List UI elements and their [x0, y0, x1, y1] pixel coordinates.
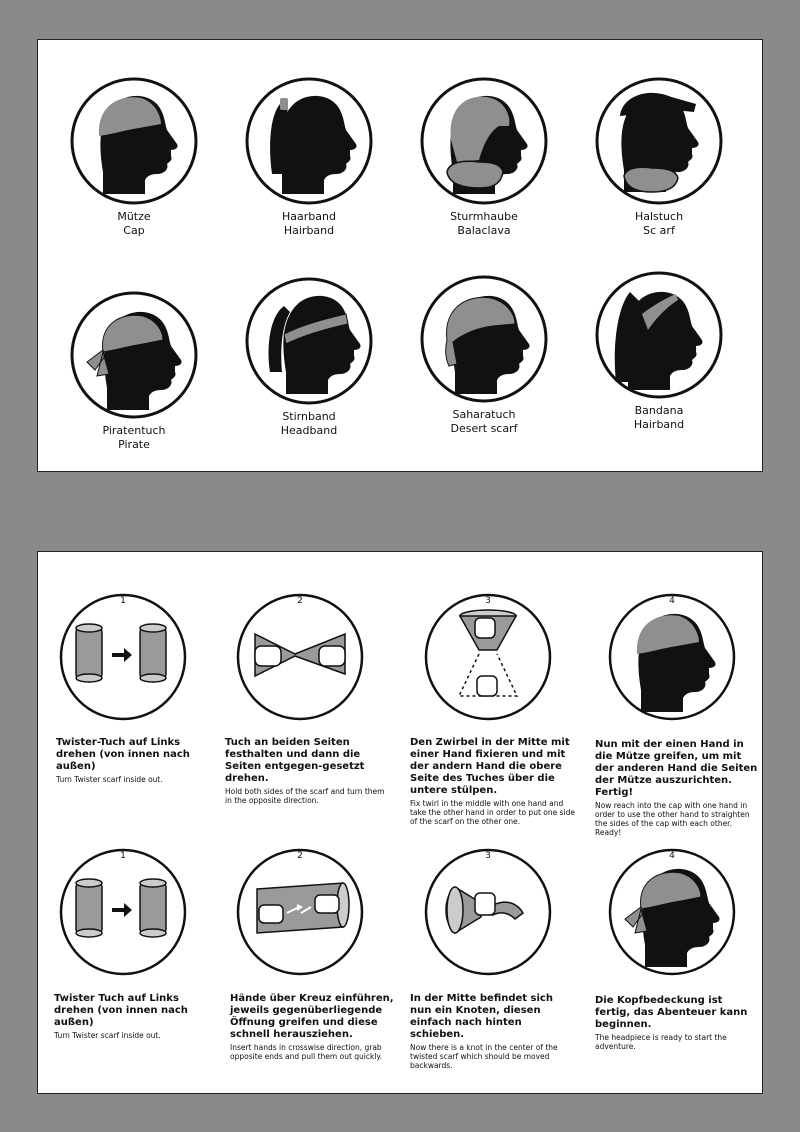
pirate-result-icon: [607, 847, 737, 977]
style-balaclava: [409, 76, 559, 238]
style-label-de: Haarband: [282, 210, 336, 223]
style-label-en: Hairband: [283, 224, 335, 237]
step-text-de: Twister Tuch auf Links drehen (von innen nach außen): [54, 993, 188, 1028]
cap-icon: [69, 76, 199, 206]
pirate-step-2: [235, 847, 395, 977]
step-number: 1: [120, 851, 126, 861]
style-label-en: Headband: [280, 424, 338, 437]
step-number: 3: [485, 851, 491, 861]
cap-step-3-text: [410, 737, 575, 826]
step-number: 2: [297, 851, 303, 861]
step-text-en: Hold both sides of the scarf and turn them in the opposite direction.: [225, 787, 385, 805]
style-hairband: [234, 76, 384, 238]
style-headband: [234, 276, 384, 438]
step-text-en: Insert hands in crosswise direction, grab opposite ends and pull them out quickly.: [230, 1043, 383, 1061]
cap-step-1: [58, 592, 218, 722]
style-pirate: [59, 290, 209, 452]
cap-step-4-text: [595, 739, 760, 837]
style-cap: [59, 76, 209, 238]
fold-scarf-icon: [423, 592, 553, 722]
cap-step-4: [607, 592, 767, 722]
pirate-step-3-text: [410, 993, 575, 1070]
pirate-step-1-text: [54, 993, 219, 1040]
style-bandana: [584, 270, 734, 432]
style-label-de: Mütze: [117, 210, 151, 223]
twist-scarf-icon: [235, 592, 365, 722]
pirate-step-4-text: [595, 995, 760, 1051]
style-label-de: Halstuch: [634, 210, 684, 223]
step-text-de: Nun mit der einen Hand in die Mütze greifen, um mit der anderen Hand die Seiten der Mütze auszurichten. Fertig!: [595, 739, 758, 798]
step-text-en: Now reach into the cap with one hand in order to use the other hand to straighten the sides of the cap with each other. Ready!: [595, 801, 750, 837]
headband-icon: [244, 276, 374, 406]
pirate-icon: [69, 290, 199, 420]
style-label-de: Saharatuch: [452, 408, 516, 421]
step-number: 3: [485, 596, 491, 606]
step-text-en: Now there is a knot in the center of the twisted scarf which should be moved backwards.: [410, 1043, 558, 1070]
cap-result-icon: [607, 592, 737, 722]
balaclava-icon: [419, 76, 549, 206]
style-label-en: Balaclava: [457, 224, 511, 237]
styles-panel: [37, 39, 763, 472]
knot-icon: [423, 847, 553, 977]
cap-step-2-text: [225, 737, 390, 805]
cap-step-3: [423, 592, 583, 722]
step-text-de: Hände über Kreuz einführen, jeweils gegenüberliegende Öffnung greifen und diese schnell herausziehen.: [230, 993, 394, 1040]
style-label-en: Desert scarf: [450, 422, 518, 435]
style-desert-scarf: [409, 274, 559, 436]
pirate-step-3: [423, 847, 583, 977]
cap-step-2: [235, 592, 395, 722]
pirate-step-1: [58, 847, 218, 977]
tube-turn-icon: [58, 847, 188, 977]
step-text-en: Turn Twister scarf inside out.: [56, 775, 163, 784]
pull-through-icon: [235, 847, 365, 977]
step-text-de: Den Zwirbel in der Mitte mit einer Hand fixieren und mit der andern Hand die obere Seite des Tuches über die untere stülpen.: [410, 737, 570, 796]
style-label-en: Hairband: [633, 418, 685, 431]
step-text-de: Die Kopfbedeckung ist fertig, das Abenteuer kann beginnen.: [595, 995, 748, 1030]
style-label-de: Stirnband: [282, 410, 336, 423]
step-text-en: Fix twirl in the middle with one hand and take the other hand in order to put one side of the scarf on the other one.: [410, 799, 575, 826]
pirate-step-4: [607, 847, 767, 977]
style-label-de: Piratentuch: [102, 424, 166, 437]
style-label-en: Pirate: [118, 438, 150, 451]
style-label-en: Cap: [123, 224, 145, 237]
step-number: 4: [669, 851, 675, 861]
step-text-de: Tuch an beiden Seiten festhalten und dann die Seiten entgegen-gesetzt drehen.: [225, 737, 365, 784]
scarf-icon: [594, 76, 724, 206]
bandana-icon: [594, 270, 724, 400]
step-number: 2: [297, 596, 303, 606]
step-number: 1: [120, 596, 126, 606]
style-label-de: Bandana: [634, 404, 684, 417]
tube-turn-icon: [58, 592, 188, 722]
hairband-icon: [244, 76, 374, 206]
instructions-panel: [37, 551, 763, 1094]
style-label-de: Sturmhaube: [450, 210, 518, 223]
pirate-step-2-text: [230, 993, 395, 1061]
step-text-en: Turn Twister scarf inside out.: [54, 1031, 161, 1040]
step-text-en: The headpiece is ready to start the adventure.: [595, 1033, 727, 1051]
step-text-de: Twister-Tuch auf Links drehen (von innen nach außen): [56, 737, 190, 772]
style-label-en: Sc arf: [643, 224, 675, 237]
style-scarf: [584, 76, 734, 238]
desert-scarf-icon: [419, 274, 549, 404]
step-text-de: In der Mitte befindet sich nun ein Knoten, diesen einfach nach hinten schieben.: [410, 993, 553, 1040]
step-number: 4: [669, 596, 675, 606]
cap-step-1-text: [56, 737, 221, 784]
